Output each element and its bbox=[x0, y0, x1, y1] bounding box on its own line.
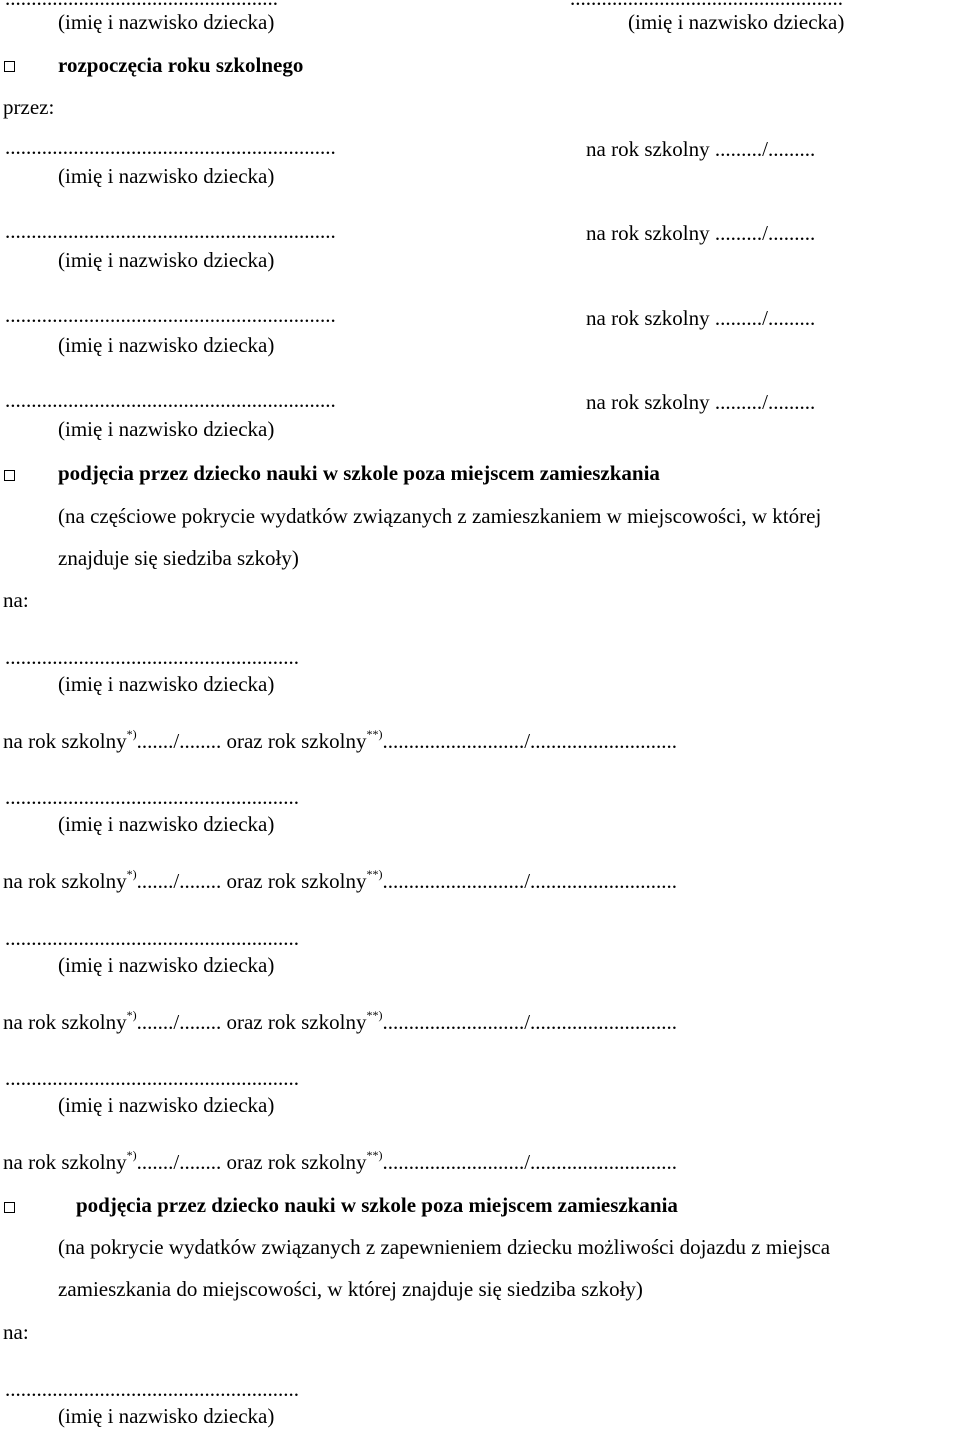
s2-row4-caption: (imię i nazwisko dziecka) bbox=[58, 1093, 275, 1117]
s1-row4-year: na rok szkolny ........./......... bbox=[586, 390, 816, 414]
s3-row1-dots: ........................................................ bbox=[5, 1377, 299, 1401]
s1-row2-year: na rok szkolny ........./......... bbox=[586, 221, 816, 245]
section3-title: podjęcia przez dziecko nauki w szkole poza miejscem zamieszkania bbox=[76, 1193, 678, 1217]
s1-row1-dots: ............................................................... bbox=[5, 135, 336, 159]
s1-row3-caption: (imię i nazwisko dziecka) bbox=[58, 333, 275, 357]
s2-row3-caption: (imię i nazwisko dziecka) bbox=[58, 953, 275, 977]
s2-row1-caption: (imię i nazwisko dziecka) bbox=[58, 672, 275, 696]
section2-na-label: na: bbox=[3, 588, 29, 612]
s1-row1-year: na rok szkolny ........./......... bbox=[586, 137, 816, 161]
s2-row1-dots: ........................................................ bbox=[5, 645, 299, 669]
section3-desc-line1: (na pokrycie wydatków związanych z zapewnieniem dziecku możliwości dojazdu z miejsca bbox=[58, 1235, 831, 1259]
section3-na-label: na: bbox=[3, 1320, 29, 1344]
s1-row4-caption: (imię i nazwisko dziecka) bbox=[58, 417, 275, 441]
przez-label: przez: bbox=[3, 95, 55, 119]
s1-row4-dots: ............................................................... bbox=[5, 388, 336, 412]
s2-row1-year: na rok szkolny*)......./........ oraz rok szkolny**).........................../............................ bbox=[3, 727, 678, 753]
s3-row1-caption: (imię i nazwisko dziecka) bbox=[58, 1404, 275, 1428]
top-left-caption: (imię i nazwisko dziecka) bbox=[58, 10, 275, 34]
section2-desc-line2: znajduje się siedziba szkoły) bbox=[58, 546, 299, 570]
section1-title: rozpoczęcia roku szkolnego bbox=[58, 53, 304, 77]
s2-row3-year: na rok szkolny*)......./........ oraz rok szkolny**).........................../............................ bbox=[3, 1008, 678, 1034]
checkbox-boarding-support[interactable] bbox=[4, 470, 15, 481]
s1-row3-year: na rok szkolny ........./......... bbox=[586, 306, 816, 330]
checkbox-school-year-start[interactable] bbox=[4, 61, 15, 72]
s1-row2-caption: (imię i nazwisko dziecka) bbox=[58, 248, 275, 272]
section2-desc-line1: (na częściowe pokrycie wydatków związanych z zamieszkaniem w miejscowości, w której bbox=[58, 504, 822, 528]
s1-row2-dots: ............................................................... bbox=[5, 219, 336, 243]
top-right-dots bbox=[570, 0, 843, 9]
checkbox-commute-support[interactable] bbox=[4, 1202, 15, 1213]
section2-title: podjęcia przez dziecko nauki w szkole poza miejscem zamieszkania bbox=[58, 461, 660, 485]
top-right-caption: (imię i nazwisko dziecka) bbox=[628, 10, 845, 34]
s1-row3-dots: ............................................................... bbox=[5, 303, 336, 327]
top-left-dots bbox=[5, 0, 278, 9]
section3-desc-line2: zamieszkania do miejscowości, w której znajduje się siedziba szkoły) bbox=[58, 1277, 643, 1301]
s2-row4-dots: ........................................................ bbox=[5, 1066, 299, 1090]
s1-row1-caption: (imię i nazwisko dziecka) bbox=[58, 164, 275, 188]
s2-row4-year: na rok szkolny*)......./........ oraz rok szkolny**).........................../............................ bbox=[3, 1148, 678, 1174]
s2-row2-dots: ........................................................ bbox=[5, 785, 299, 809]
s2-row3-dots: ........................................................ bbox=[5, 926, 299, 950]
s2-row2-year: na rok szkolny*)......./........ oraz rok szkolny**).........................../............................ bbox=[3, 867, 678, 893]
s2-row2-caption: (imię i nazwisko dziecka) bbox=[58, 812, 275, 836]
